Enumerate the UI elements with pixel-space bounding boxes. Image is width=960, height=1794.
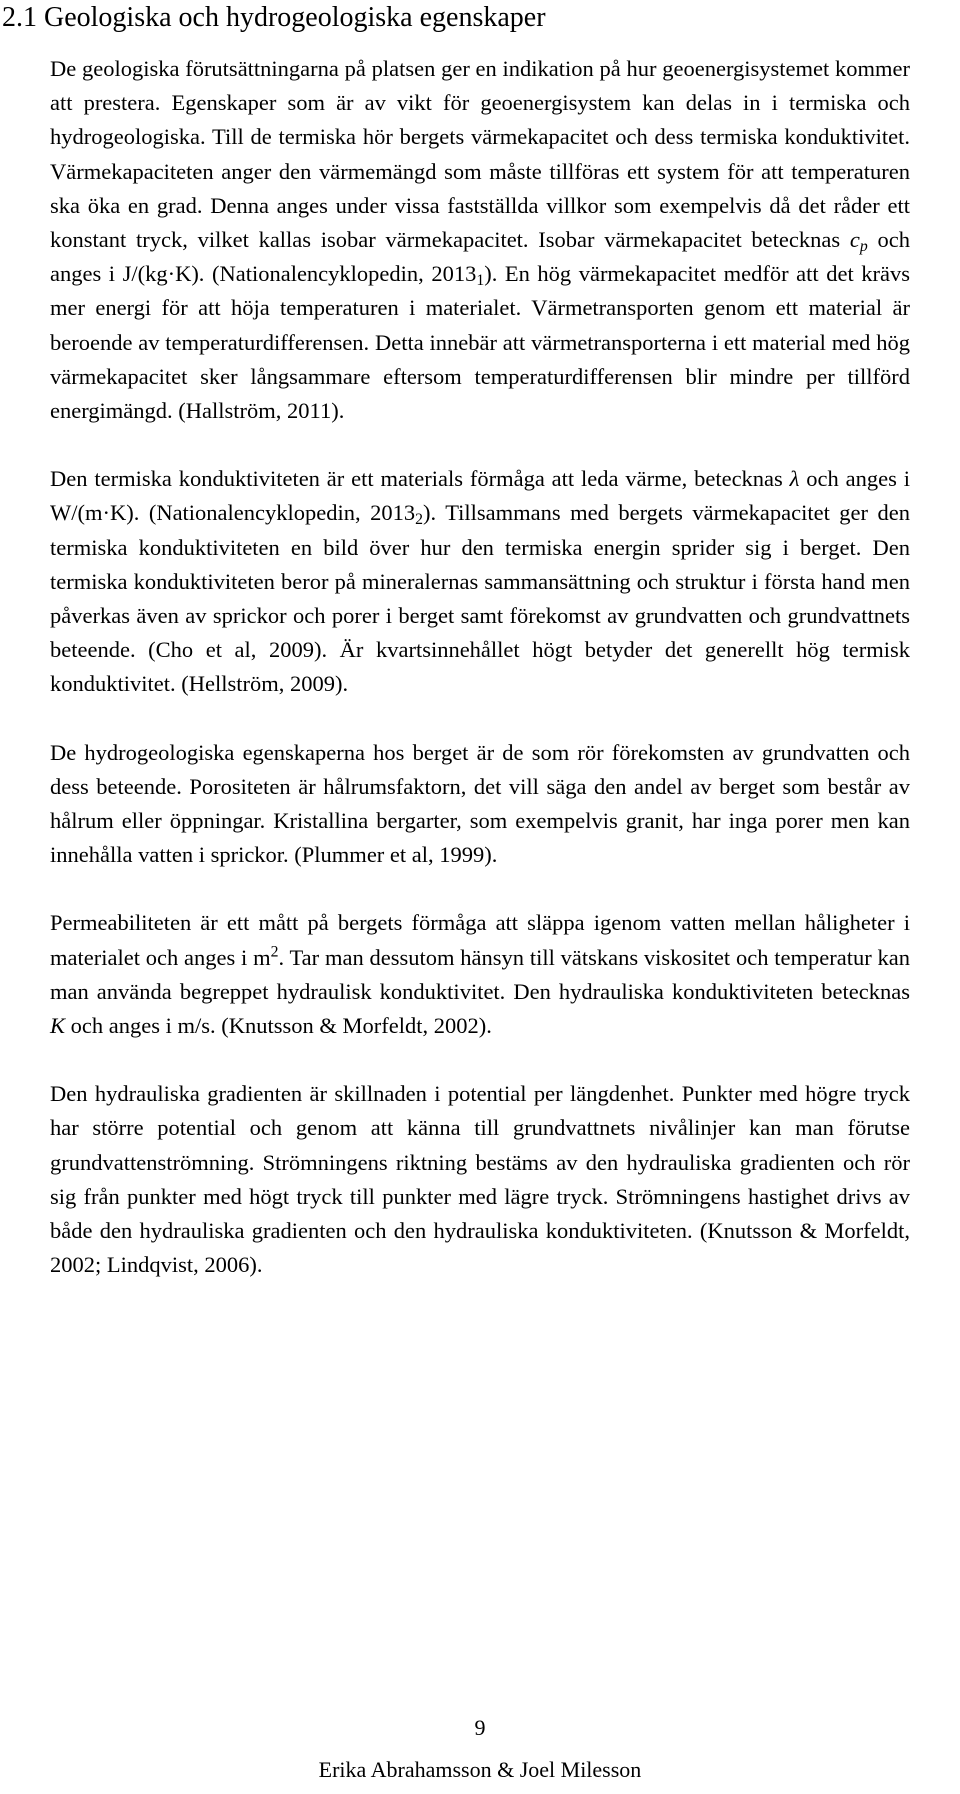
text-run: . Tar man dessutom hänsyn till vätskans viskositet och temperatur kan man använda begreppet hydraulisk konduktivitet. Den hydrauliska konduktiviteten betecknas xyxy=(50,944,910,1004)
italic-symbol: c xyxy=(849,227,860,253)
page-number: 9 xyxy=(474,1715,486,1740)
text-run: och anges i J/(kg·K). (Nationalencyklopedin, 2013 xyxy=(50,227,910,287)
text-run: ). Tillsammans med bergets värmekapacitet ger den termiska konduktiviteten en bild över hur den termiska energin sprider sig i berget. Den termiska konduktiviteten beror på mineralernas sammansättning och struktur i första hand men påverkas även av sprickor och porer i berget samt förekomst av grundvatten och grundvattnets beteende. (Cho et al, 2009). Är kvartsinnehållet högt betyder det generellt hög termisk konduktivitet. (Hellström, 2009). xyxy=(50,500,910,697)
superscript: 2 xyxy=(270,943,279,961)
text-run: Permeabiliteten är ett mått på bergets förmåga att släppa igenom vatten mellan håligheter i materialet och anges i m xyxy=(50,910,910,970)
paragraph-hydraulic-gradient xyxy=(50,1077,910,1282)
text-run: Den hydrauliska gradienten är skillnaden i potential per längdenhet. Punkter med högre tryck har större potential och genom att känna till grundvattnets nivålinjer kan man förutse grundvattenströmning. Strömningens riktning bestäms av den hydrauliska gradienten och rör sig från punkter med högt tryck till punkter med lägre tryck. Strömningens hastighet drivs av både den hydrauliska gradienten och den hydrauliska konduktiviteten. (Knutsson & Morfeldt, 2002; Lindqvist, 2006). xyxy=(50,1081,910,1278)
text-run: och anges i m/s. (Knutsson & Morfeldt, 2002). xyxy=(65,1013,492,1039)
text-run: Den termiska konduktiviteten är ett materials förmåga att leda värme, betecknas xyxy=(50,466,790,492)
italic-symbol: K xyxy=(50,1013,66,1039)
text-run: De hydrogeologiska egenskaperna hos berget är de som rör förekomsten av grundvatten och dess beteende. Porositeten är hålrumsfaktorn, det vill säga den andel av berget som består av hålrum eller öppningar. Kristallina bergarter, som exempelvis granit, har inga porer men kan innehålla vatten i sprickor. (Plummer et al, 1999). xyxy=(50,739,910,868)
paragraph-thermal-conductivity xyxy=(50,462,910,701)
body-text xyxy=(50,52,910,1317)
text-run: och anges i W/(m·K). (Nationalencyklopedin, 2013 xyxy=(50,466,911,526)
paragraph-heat-capacity xyxy=(50,52,910,428)
paragraph-hydrogeology xyxy=(50,736,910,873)
italic-subscript: p xyxy=(859,237,868,255)
text-run: De geologiska förutsättningarna på platsen ger en indikation på hur geoenergisystemet kommer att prestera. Egenskaper som är av vikt för geoenergisystem kan delas in i termiska och hydrogeologiska. Till de termiska hör bergets värmekapacitet och dess termiska konduktivitet. Värmekapaciteten anger den värmemängd som måste tillföras ett system för att temperaturen ska öka en grad. Denna anges under vissa fastställda villkor som exempelvis då det råder ett konstant tryck, vilket kallas isobar värmekapacitet. Isobar värmekapacitet betecknas xyxy=(50,56,910,253)
italic-symbol: λ xyxy=(789,466,800,492)
paragraph-permeability xyxy=(50,906,910,1043)
text-run: ). En hög värmekapacitet medför att det krävs mer energi för att höja temperaturen i materialet. Värmetransporten genom ett material är beroende av temperaturdifferensen. Detta innebär att värmetransporterna i ett material med hög värmekapacitet sker långsammare eftersom temperaturdifferensen blir mindre per tillförd energimängd. (Hallström, 2011). xyxy=(50,261,910,424)
footer-authors: Erika Abrahamsson & Joel Milesson xyxy=(318,1757,642,1782)
subscript: 2 xyxy=(415,511,423,529)
subscript: 1 xyxy=(476,272,485,290)
section-heading: 2.1 Geologiska och hydrogeologiska egenskaper xyxy=(2,2,546,33)
